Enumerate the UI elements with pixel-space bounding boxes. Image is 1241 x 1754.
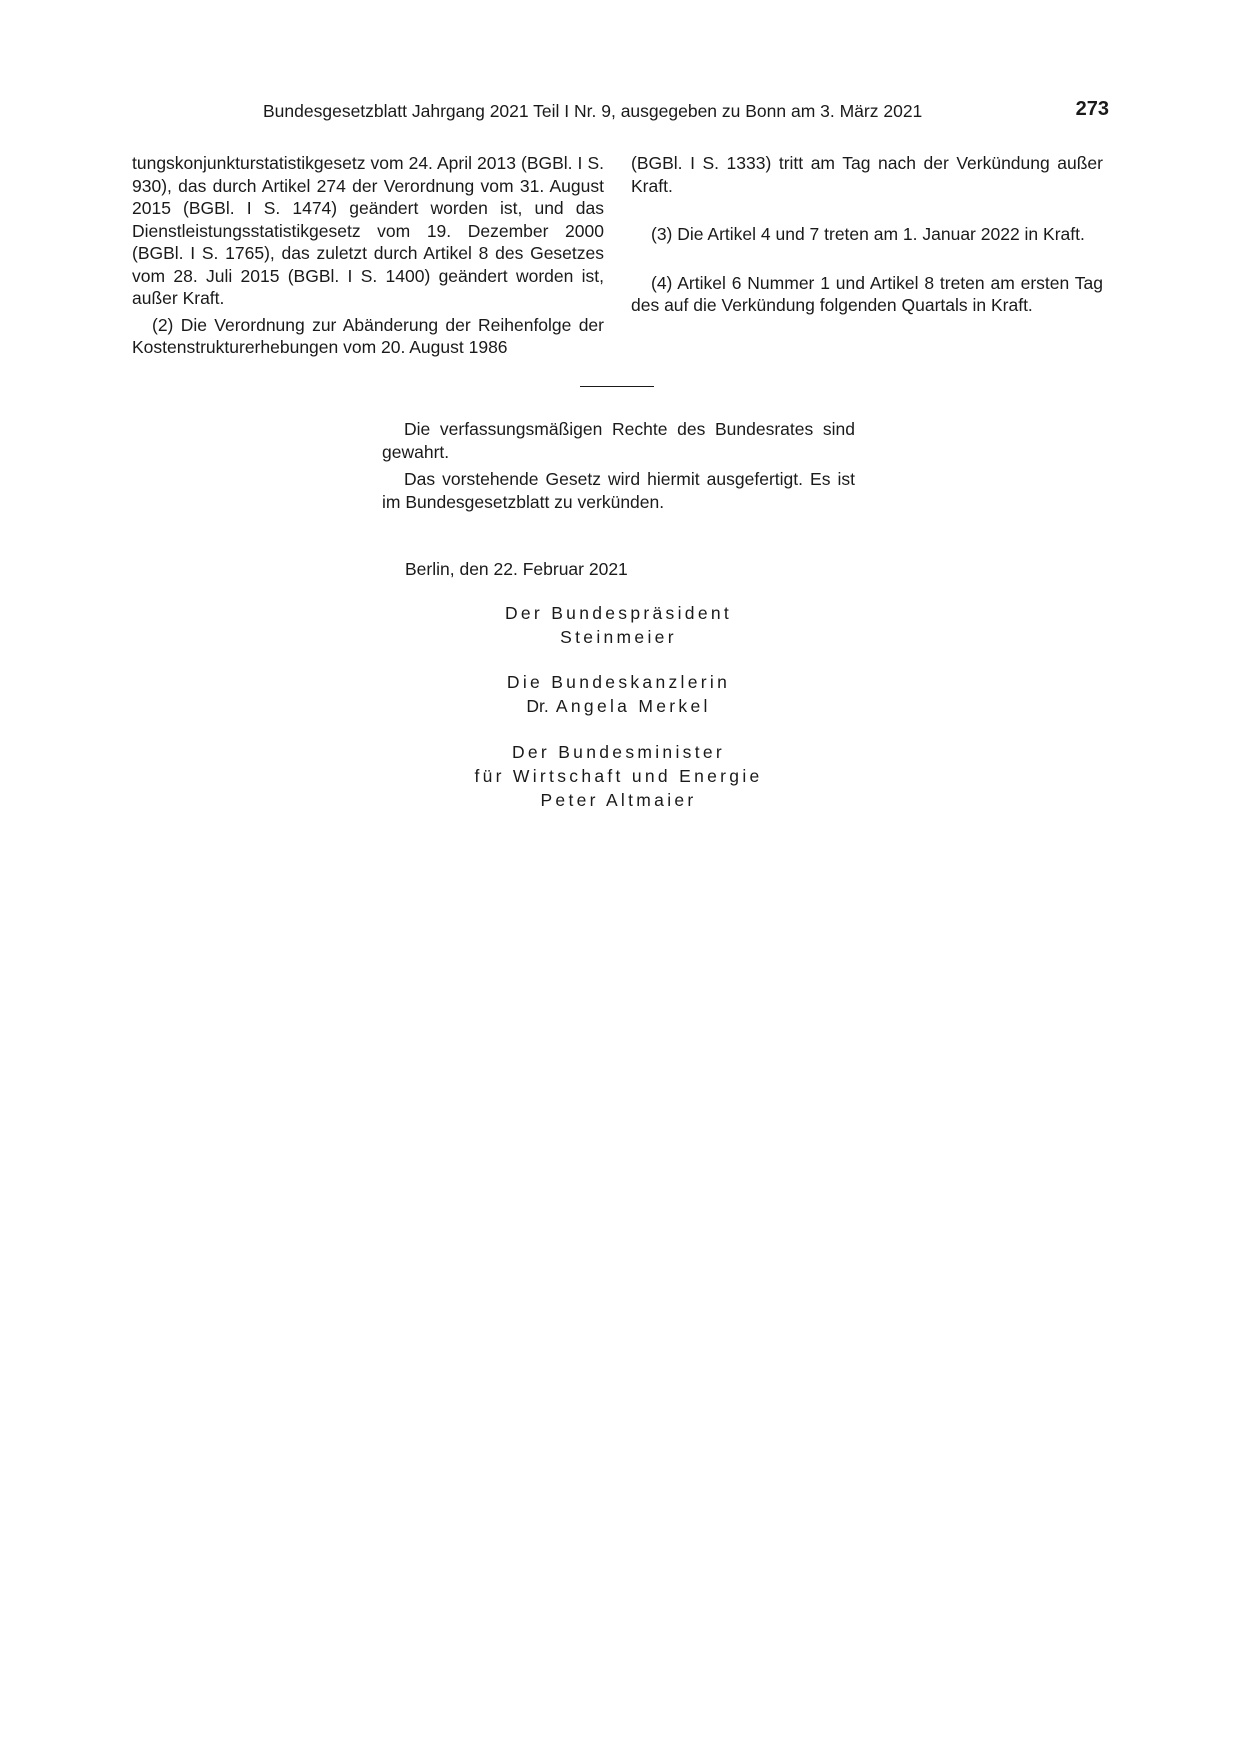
signatory-title-line-2: für Wirtschaft und Energie xyxy=(474,766,763,786)
rights-statement: Die verfassungsmäßigen Rechte des Bundesrates sind gewahrt. xyxy=(382,419,855,462)
page-number: 273 xyxy=(1075,98,1109,120)
signatory-name-line xyxy=(382,694,855,718)
left-paragraph-1: tungskonjunkturstatistikgesetz vom 24. April 2013 (BGBl. I S. 930), das durch Artikel 274 der Verordnung vom 31. August 2015 (BGBl. I S. 1474) geändert worden ist, und das Dienstleistungsstatistikgesetz vom 19. Dezember 2000 (BGBl. I S. 1765), das zuletzt durch Artikel 8 des Gesetzes vom 28. Juli 2015 (BGBl. I S. 1400) geändert worden ist, außer Kraft. xyxy=(132,153,604,308)
signatory-title: Die Bundeskanzlerin xyxy=(506,672,731,692)
right-paragraph-1: (BGBl. I S. 1333) tritt am Tag nach der Verkündung außer Kraft. xyxy=(631,153,1103,196)
left-paragraph-2: (2) Die Verordnung zur Abänderung der Reihenfolge der Kostenstrukturerhebungen vom 20. August 1986 xyxy=(132,314,604,357)
signatory-title: Der Bundesminister xyxy=(511,742,726,762)
promulgation-statement: Das vorstehende Gesetz wird hiermit ausgefertigt. Es ist im Bundesgesetzblatt zu verkünden. xyxy=(382,469,855,512)
signatory-name: Peter Altmaier xyxy=(540,790,697,810)
left-column xyxy=(132,152,604,359)
running-header: Bundesgesetzblatt Jahrgang 2021 Teil I Nr. 9, ausgegeben zu Bonn am 3. März 2021 xyxy=(263,101,923,121)
signatory-prefix: Dr. xyxy=(526,696,549,716)
signature-block-president xyxy=(382,601,855,649)
right-paragraph-3: (4) Artikel 6 Nummer 1 und Artikel 8 treten am ersten Tag des auf die Verkündung folgenden Quartals in Kraft. xyxy=(631,272,1103,315)
place-date: Berlin, den 22. Februar 2021 xyxy=(405,559,628,579)
signature-block-minister xyxy=(382,740,855,812)
right-paragraph-2: (3) Die Artikel 4 und 7 treten am 1. Januar 2022 in Kraft. xyxy=(651,224,1085,244)
signatory-title: Der Bundespräsident xyxy=(504,603,733,623)
signatory-name: Angela Merkel xyxy=(555,696,711,716)
signature-block-chancellor xyxy=(382,670,855,718)
section-divider xyxy=(580,386,654,387)
closing-formula xyxy=(382,418,855,513)
signatory-name: Steinmeier xyxy=(560,627,677,647)
right-column xyxy=(631,152,1103,317)
